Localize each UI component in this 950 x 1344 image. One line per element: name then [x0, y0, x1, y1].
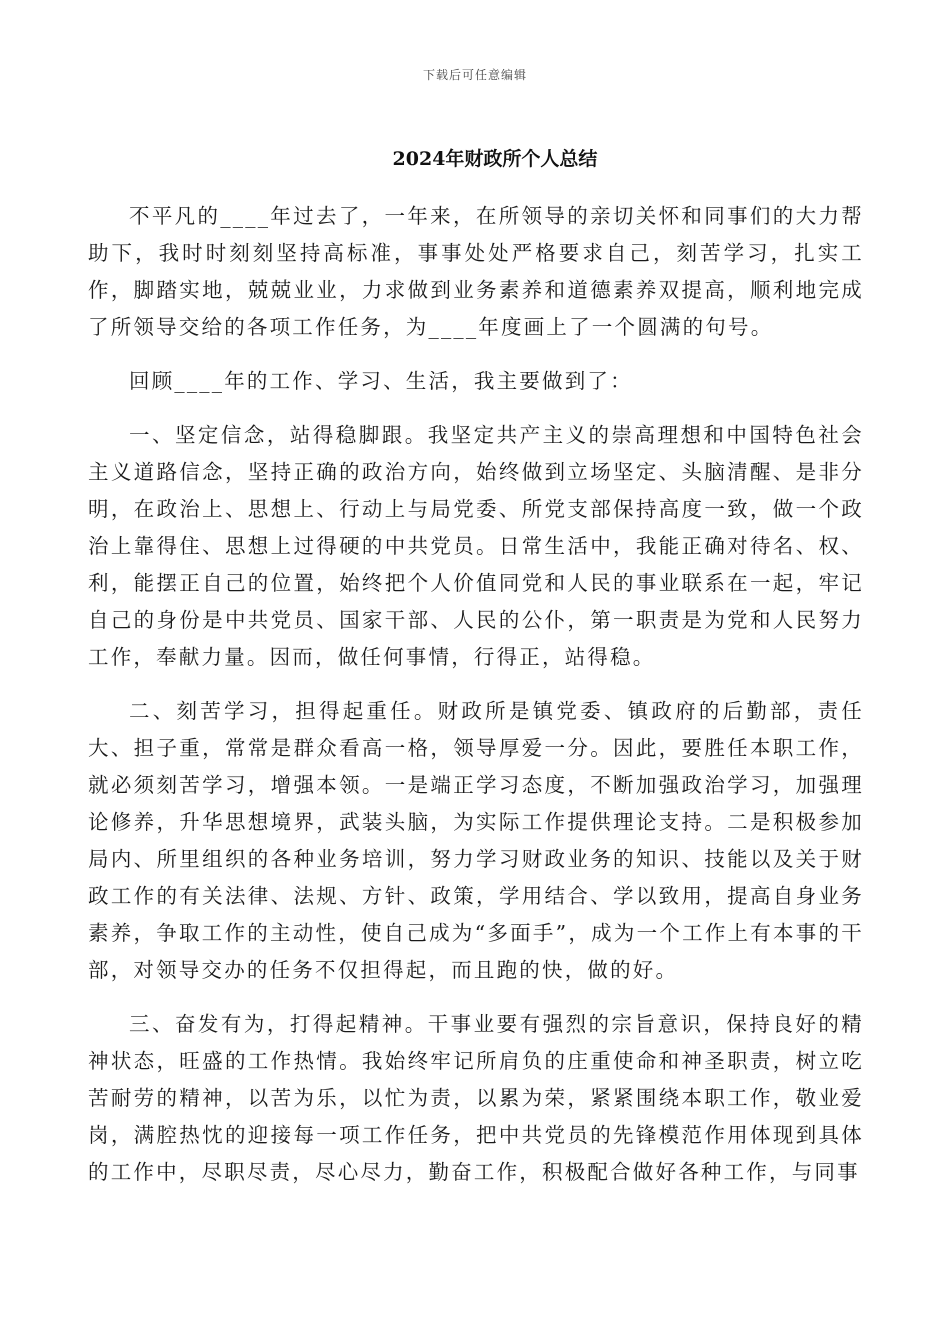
- header-note: 下载后可任意编辑: [422, 68, 527, 82]
- paragraph-section-3: 三、奋发有为，打得起精神。干事业要有强烈的宗旨意识，保持良好的精神状态，旺盛的工作热情。我始终牢记所肩负的庄重使命和神圣职责，树立吃苦耐劳的精神，以苦为乐，以忙为责，以累为荣，紧紧围绕本职工作，敬业爱岗，满腔热忱的迎接每一项工作任务，把中共党员的先锋模范作用体现到具体的工作中，尽职尽责，尽心尽力，勤奋工作，积极配合做好各种工作，与同事: [88, 1012, 864, 1184]
- paragraph-review: 回顾____年的工作、学习、生活，我主要做到了：: [129, 369, 633, 393]
- paragraph-intro: 不平凡的____年过去了，一年来，在所领导的亲切关怀和同事们的大力帮助下，我时时刻刻坚持高标准，事事处处严格要求自己，刻苦学习，扎实工作，脚踏实地，兢兢业业，力求做到业务素养和道德素养双提高，顺利地完成了所领导交给的各项工作任务，为____年度画上了一个圆满的句号。: [88, 204, 864, 339]
- document-title: 2024年财政所个人总结: [392, 148, 598, 170]
- document-body: [88, 198, 864, 1208]
- paragraph-section-1: 一、坚定信念，站得稳脚跟。我坚定共产主义的崇高理想和中国特色社会主义道路信念，坚持正确的政治方向，始终做到立场坚定、头脑清醒、是非分明，在政治上、思想上、行动上与局党委、所党支部保持高度一致，做一个政治上靠得住、思想上过得硬的中共党员。日常生活中，我能正确对待名、权、利，能摆正自己的位置，始终把个人价值同党和人民的事业联系在一起，牢记自己的身份是中共党员、国家干部、人民的公仆，第一职责是为党和人民努力工作，奉献力量。因而，做任何事情，行得正，站得稳。: [88, 423, 864, 669]
- paragraph-section-2: 二、刻苦学习，担得起重任。财政所是镇党委、镇政府的后勤部，责任大、担子重，常常是群众看高一格，领导厚爱一分。因此，要胜任本职工作，就必须刻苦学习，增强本领。一是端正学习态度，不断加强政治学习，加强理论修养，升华思想境界，武装头脑，为实际工作提供理论支持。二是积极参加局内、所里组织的各种业务培训，努力学习财政业务的知识、技能以及关于财政工作的有关法律、法规、方针、政策，学用结合、学以致用，提高自身业务素养，争取工作的主动性，使自己成为“多面手”，成为一个工作上有本事的干部，对领导交办的任务不仅担得起，而且跑的快，做的好。: [88, 699, 864, 982]
